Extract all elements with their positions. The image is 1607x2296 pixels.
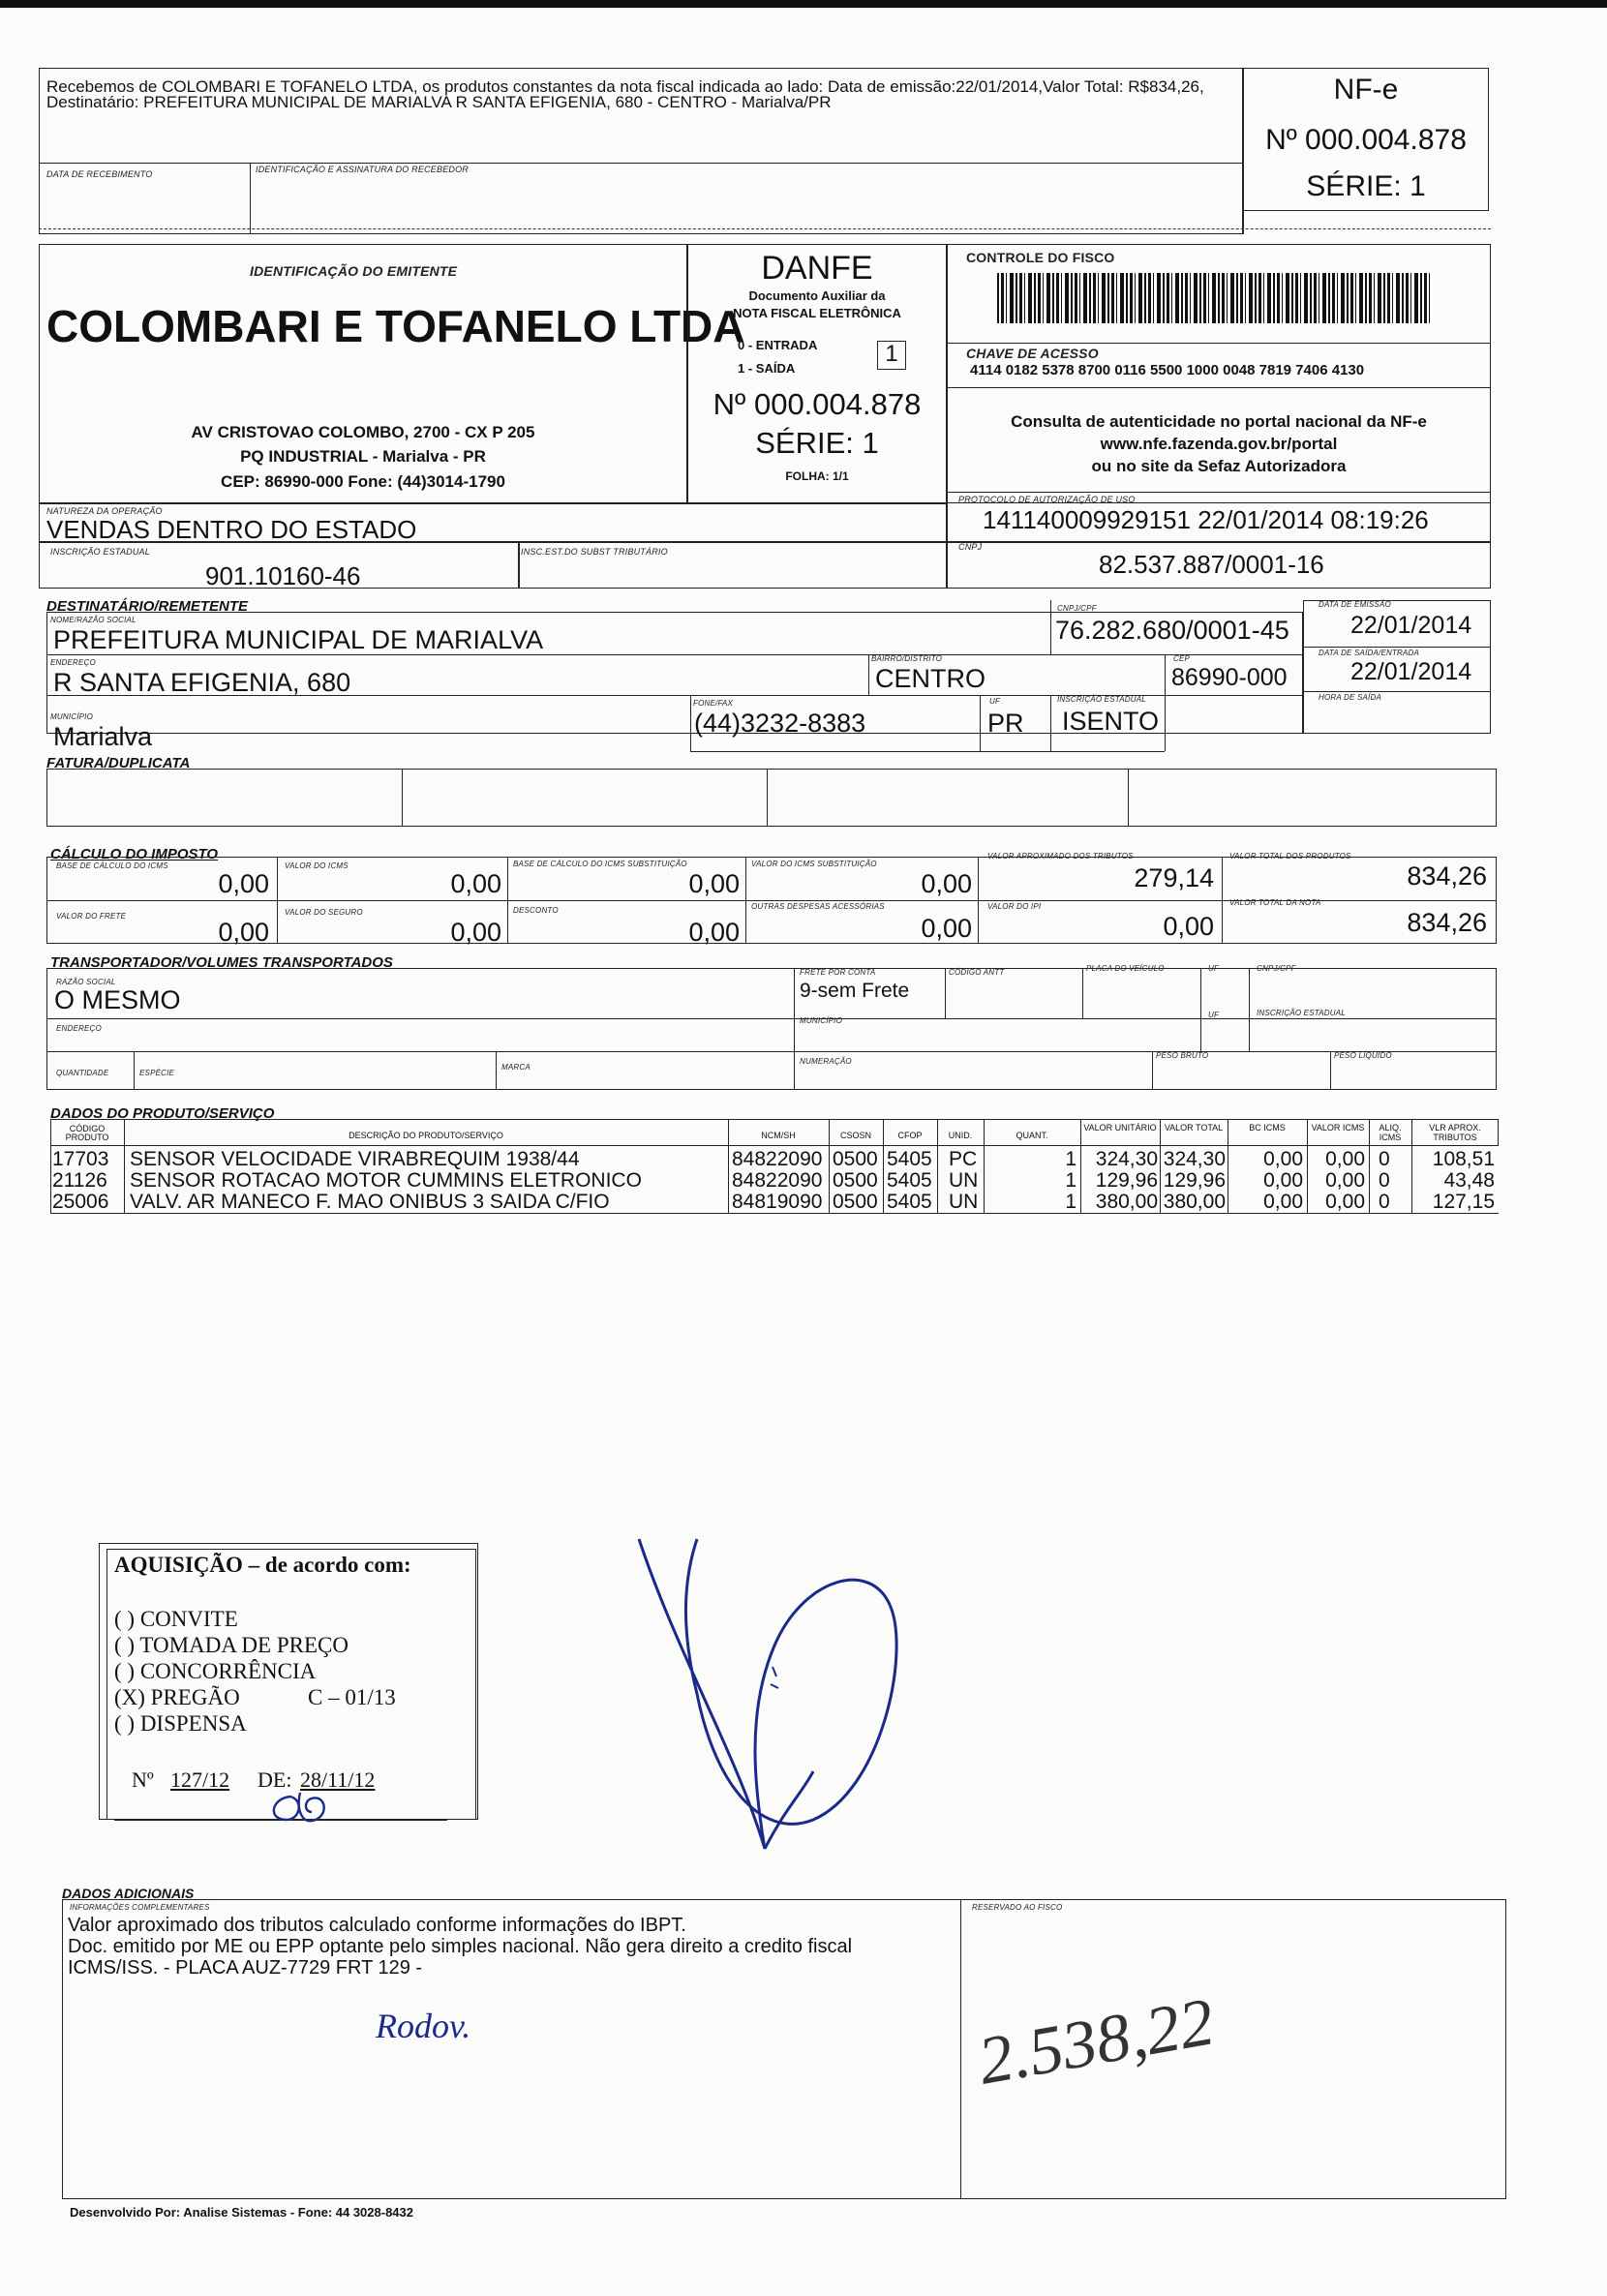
recipient-col-cnpj	[1050, 600, 1051, 654]
transport-col-marca	[496, 1051, 497, 1090]
cnpj-value: 82.537.887/0001-16	[1099, 550, 1324, 579]
access-key: 4114 0182 5378 8700 0116 5500 1000 0048 7819 7406 4130	[970, 362, 1365, 378]
v-icms-label: VALOR DO ICMS	[285, 861, 349, 870]
tax-col5	[1222, 857, 1223, 944]
danfe-type-value: 1	[885, 341, 898, 367]
product-bc: 0,00	[1263, 1191, 1303, 1213]
transport-col-placa	[1082, 968, 1083, 1018]
product-aliq: 0	[1379, 1148, 1390, 1170]
product-aliq: 0	[1379, 1169, 1390, 1192]
danfe-type-box	[877, 341, 906, 370]
recipient-section: DESTINATÁRIO/REMETENTE	[46, 598, 249, 615]
recipient-name: PREFEITURA MUNICIPAL DE MARIALVA	[53, 625, 544, 654]
stamp-number-label: Nº	[132, 1767, 154, 1792]
consulta-line2: www.nfe.fazenda.gov.br/portal	[1100, 435, 1338, 453]
product-code: 25006	[52, 1191, 109, 1213]
transport-row1	[46, 1018, 1497, 1019]
ie-st-label: INSC.EST.DO SUBST TRIBUTÁRIO	[521, 547, 668, 557]
gross-weight-label: PESO BRUTO	[1156, 1051, 1209, 1060]
exit-date-label: DATA DE SAÍDA/ENTRADA	[1319, 649, 1420, 657]
stamp-option-convite: ( ) CONVITE	[114, 1607, 238, 1631]
issuer-district: PQ INDUSTRIAL - Marialva - PR	[240, 447, 486, 466]
recipient-name-label: NOME/RAZÃO SOCIAL	[50, 616, 136, 624]
numbering-label: NUMERAÇÃO	[800, 1057, 852, 1066]
dates-row2	[1303, 691, 1491, 692]
bc-icms-label: BASE DE CÁLCULO DO ICMS	[56, 861, 168, 870]
other-expenses-label: OUTRAS DESPESAS ACESSÓRIAS	[751, 902, 885, 911]
cut-line	[39, 228, 1491, 229]
recipient-col-fone	[690, 695, 691, 751]
carrier-city-label: MUNICÍPIO	[800, 1016, 843, 1025]
carrier-ie-label: INSCRIÇÃO ESTADUAL	[1257, 1009, 1346, 1017]
footer-credit: Desenvolvido Por: Analise Sistemas - Fone: 44 3028-8432	[70, 2205, 413, 2220]
product-unit-value: 324,30	[1095, 1148, 1158, 1170]
recipient-city: Marialva	[53, 722, 153, 751]
fisco-divider-1	[947, 343, 1491, 344]
recipient-address: R SANTA EFIGENIA, 680	[53, 668, 351, 697]
dates-row1	[1303, 647, 1491, 648]
carrier-uf-label: UF	[1208, 964, 1220, 973]
danfe-saida: 1 - SAÍDA	[738, 361, 796, 376]
col-vtot-header: VALOR TOTAL	[1164, 1123, 1224, 1133]
danfe-sub1: Documento Auxiliar da	[748, 288, 886, 303]
fone-box-right	[1165, 695, 1166, 751]
exit-date: 22/01/2014	[1350, 658, 1472, 685]
transport-box	[46, 968, 1497, 1090]
danfe-sub2: NOTA FISCAL ELETRÔNICA	[733, 306, 901, 320]
product-total: 129,96	[1163, 1169, 1226, 1192]
tax-section: CÁLCULO DO IMPOSTO	[50, 846, 219, 862]
product-qty: 1	[1065, 1191, 1076, 1213]
fisco-divider-2	[947, 387, 1491, 388]
additional-line1: Valor aproximado dos tributos calculado conforme informações do IBPT.	[68, 1915, 686, 1936]
recipient-district: CENTRO	[875, 664, 985, 693]
danfe-serie: SÉRIE: 1	[755, 426, 879, 460]
recipient-district-label: BAIRRO/DISTRITO	[871, 654, 943, 663]
carrier-name: O MESMO	[54, 985, 181, 1014]
receipt-date-label: DATA DE RECEBIMENTO	[46, 169, 153, 179]
recipient-address-label: ENDEREÇO	[50, 658, 96, 667]
invoice-box	[46, 769, 1497, 827]
insurance-label: VALOR DO SEGURO	[285, 908, 363, 917]
v-st-label: VALOR DO ICMS SUBSTITUIÇÃO	[751, 860, 877, 868]
carrier-uf2-label: UF	[1208, 1011, 1220, 1019]
stamp-option-concorrencia: ( ) CONCORRÊNCIA	[114, 1659, 317, 1683]
product-desc: SENSOR ROTACAO MOTOR CUMMINS ELETRONICO	[130, 1169, 642, 1192]
carrier-cnpj-label: CNPJ/CPF	[1257, 964, 1296, 973]
issuer-cep-phone: CEP: 86990-000 Fone: (44)3014-1790	[221, 472, 505, 491]
tax-col2	[507, 857, 508, 944]
product-icms: 0,00	[1325, 1148, 1365, 1170]
freight-label: VALOR DO FRETE	[56, 912, 127, 921]
total-note-label: VALOR TOTAL DA NOTA	[1229, 898, 1321, 907]
ie-value: 901.10160-46	[205, 561, 361, 590]
danfe-entrada: 0 - ENTRADA	[738, 338, 818, 352]
receipt-text: Recebemos de COLOMBARI E TOFANELO LTDA, os produtos constantes da nota fiscal indicada ao lado: Data de emissão:22/01/2014,Valor Total: R$834,26, Destinatário: PREFEITURA MUNICIPAL DE MARIALVA R SANTA EFIGENIA, 680 - CENTRO - Marialva/PR	[46, 77, 1204, 111]
recipient-cnpj-label: CNPJ/CPF	[1057, 604, 1097, 613]
product-csosn: 0500	[833, 1191, 878, 1213]
recipient-phone-label: FONE/FAX	[693, 699, 734, 708]
stamp-date: 28/11/12	[300, 1767, 376, 1792]
product-bc: 0,00	[1263, 1169, 1303, 1192]
recipient-ie: ISENTO	[1062, 707, 1160, 736]
stamp-option-tomada: ( ) TOMADA DE PREÇO	[114, 1633, 349, 1657]
product-ncm: 84822090	[732, 1169, 823, 1192]
invoice-section: FATURA/DUPLICATA	[46, 755, 191, 771]
col-trib-header: VLR APROX. TRIBUTOS	[1429, 1123, 1481, 1142]
col-vunit-header: VALOR UNITÁRIO	[1083, 1123, 1157, 1133]
product-code: 21126	[52, 1169, 107, 1192]
signature	[620, 1500, 910, 1888]
col-vicms-header: VALOR ICMS	[1311, 1123, 1365, 1133]
additional-line2: Doc. emitido por ME ou EPP optante pelo simples nacional. Não gera direito a credito fiscal	[68, 1936, 853, 1957]
barcode	[997, 273, 1433, 323]
recipient-col-cep	[1165, 654, 1166, 695]
issuer-name: COLOMBARI E TOFANELO LTDA	[46, 301, 745, 351]
freight-by: 9-sem Frete	[800, 980, 910, 1002]
receipt-nfe-title: NF-e	[1333, 74, 1399, 106]
tax-col1	[277, 857, 278, 944]
transport-col-num	[794, 1051, 795, 1090]
scan-edge	[0, 0, 1607, 8]
products-section: DADOS DO PRODUTO/SERVIÇO	[50, 1105, 275, 1122]
product-total: 324,30	[1163, 1148, 1226, 1170]
product-cfop: 5405	[887, 1191, 932, 1213]
product-csosn: 0500	[833, 1169, 878, 1192]
issuer-address: AV CRISTOVAO COLOMBO, 2700 - CX P 205	[191, 423, 535, 441]
product-ncm: 84819090	[732, 1191, 823, 1213]
aprox: 279,14	[1134, 863, 1214, 892]
net-weight-label: PESO LÍQUIDO	[1334, 1051, 1392, 1060]
recipient-ie-label: INSCRIÇÃO ESTADUAL	[1057, 695, 1146, 704]
handwritten-note: Rodov.	[376, 2007, 471, 2045]
nature-value: VENDAS DENTRO DO ESTADO	[46, 515, 417, 544]
transport-col-cnpj	[1249, 968, 1250, 1051]
total-note: 834,26	[1407, 908, 1487, 937]
carrier-address-label: ENDEREÇO	[56, 1024, 102, 1033]
stamp-date-label: DE:	[258, 1767, 292, 1792]
col-cfop-header: CFOP	[897, 1131, 923, 1140]
total-products: 834,26	[1407, 861, 1487, 891]
transport-section: TRANSPORTADOR/VOLUMES TRANSPORTADOS	[50, 954, 393, 971]
transport-col-pb	[1152, 1051, 1153, 1090]
additional-line3: ICMS/ISS. - PLACA AUZ-7729 FRT 129 -	[68, 1957, 423, 1979]
col-aliq-header: ALIQ. ICMS	[1379, 1123, 1402, 1142]
product-desc: VALV. AR MANECO F. MAO ONIBUS 3 SAIDA C/FIO	[130, 1191, 610, 1213]
additional-section: DADOS ADICIONAIS	[62, 1886, 195, 1901]
product-aliq: 0	[1379, 1191, 1390, 1213]
product-code: 17703	[52, 1148, 109, 1170]
receipt-divider	[39, 163, 1243, 164]
consulta-line3: ou no site da Sefaz Autorizadora	[1091, 457, 1347, 475]
transport-col-uf	[1200, 968, 1201, 1051]
col-desc-header: DESCRIÇÃO DO PRODUTO/SERVIÇO	[349, 1131, 503, 1140]
col-ncm-header: NCM/SH	[761, 1131, 796, 1140]
recipient-phone: (44)3232-8383	[694, 709, 866, 738]
receipt-signature-label: IDENTIFICAÇÃO E ASSINATURA DO RECEBEDOR	[256, 165, 469, 174]
product-qty: 1	[1065, 1169, 1076, 1192]
antt-label: CÓDIGO ANTT	[949, 968, 1005, 977]
invoice-col3	[1128, 769, 1129, 827]
issue-date: 22/01/2014	[1350, 612, 1472, 639]
other-expenses: 0,00	[921, 914, 972, 943]
ipi: 0,00	[1163, 912, 1214, 941]
ipi-label: VALOR DO IPI	[987, 902, 1042, 911]
freight: 0,00	[218, 918, 269, 947]
recipient-cep: 86990-000	[1171, 664, 1288, 691]
fisco-reserved-label: RESERVADO AO FISCO	[972, 1903, 1063, 1912]
col-csosn-header: CSOSN	[839, 1131, 871, 1140]
recipient-col-uf	[980, 695, 981, 751]
product-ncm: 84822090	[732, 1148, 823, 1170]
product-csosn: 0500	[833, 1148, 878, 1170]
danfe-title: DANFE	[761, 250, 873, 287]
brand-label: MARCA	[501, 1063, 531, 1072]
product-unit-value: 129,96	[1095, 1169, 1158, 1192]
table-row	[50, 1169, 1499, 1191]
plate-label: PLACA DO VEÍCULO	[1086, 964, 1165, 973]
transport-col-pl	[1330, 1051, 1331, 1090]
discount-label: DESCONTO	[513, 906, 559, 915]
table-row	[50, 1148, 1499, 1169]
total-products-label: VALOR TOTAL DOS PRODUTOS	[1229, 852, 1351, 861]
danfe-page: FOLHA: 1/1	[785, 469, 849, 483]
recipient-uf: PR	[987, 709, 1024, 738]
bc-icms: 0,00	[218, 869, 269, 898]
additional-divider	[960, 1899, 961, 2199]
product-desc: SENSOR VELOCIDADE VIRABREQUIM 1938/44	[130, 1148, 580, 1170]
v-st: 0,00	[921, 869, 972, 898]
invoice-col1	[402, 769, 403, 827]
tax-col3	[745, 857, 746, 944]
species-label: ESPÉCIE	[139, 1069, 175, 1077]
protocol-value: 141140009929151 22/01/2014 08:19:26	[983, 505, 1429, 534]
stamp-title: AQUISIÇÃO – de acordo com:	[114, 1553, 411, 1577]
receipt-nfe-serie: SÉRIE: 1	[1306, 170, 1426, 202]
cnpj-label: CNPJ	[958, 542, 983, 552]
danfe-number: Nº 000.004.878	[713, 387, 922, 421]
insurance: 0,00	[450, 918, 501, 947]
recipient-city-label: MUNICÍPIO	[50, 712, 94, 721]
transport-col-mun	[794, 1018, 795, 1051]
recipient-col-bairro	[868, 654, 869, 695]
product-unit: UN	[949, 1169, 979, 1192]
discount: 0,00	[688, 918, 740, 947]
product-qty: 1	[1065, 1148, 1076, 1170]
invoice-col2	[767, 769, 768, 827]
tax-col4	[978, 857, 979, 944]
product-trib: 127,15	[1432, 1191, 1495, 1213]
product-cfop: 5405	[887, 1169, 932, 1192]
product-unit-value: 380,00	[1095, 1191, 1158, 1213]
col-unid-header: UNID.	[948, 1131, 973, 1140]
transport-row2	[46, 1051, 1497, 1052]
product-bc: 0,00	[1263, 1148, 1303, 1170]
stamp-option-dispensa: ( ) DISPENSA	[114, 1711, 247, 1736]
consulta-line1: Consulta de autenticidade no portal nacional da NF-e	[1011, 412, 1427, 431]
product-icms: 0,00	[1325, 1169, 1365, 1192]
recipient-col-ie	[1050, 695, 1051, 751]
col-code-header: CÓDIGO PRODUTO	[65, 1124, 109, 1142]
recipient-uf-label: UF	[989, 697, 1001, 706]
aprox-label: VALOR APROXIMADO DOS TRIBUTOS	[987, 852, 1134, 861]
stamp-number: 127/12	[170, 1767, 230, 1792]
transport-col-frete	[794, 968, 795, 1018]
table-row	[50, 1191, 1499, 1212]
additional-info-label: INFORMAÇÕES COMPLEMENTARES	[70, 1903, 210, 1912]
recipient-cep-label: CEP	[1173, 654, 1191, 663]
product-trib: 108,51	[1432, 1148, 1495, 1170]
issuer-label: IDENTIFICAÇÃO DO EMITENTE	[250, 263, 458, 279]
transport-col-antt	[945, 968, 946, 1018]
product-icms: 0,00	[1325, 1191, 1365, 1213]
quantity-label: QUANTIDADE	[56, 1069, 109, 1077]
product-unit: PC	[949, 1148, 978, 1170]
col-quant-header: QUANT.	[1016, 1131, 1048, 1140]
receipt-col-divider	[250, 163, 251, 234]
product-cfop: 5405	[887, 1148, 932, 1170]
stamp-initials	[261, 1787, 339, 1829]
stamp-option-pregao: (X) PREGÃO	[114, 1685, 240, 1709]
fone-box-bottom	[690, 751, 1165, 752]
product-unit: UN	[949, 1191, 979, 1213]
receipt-nfe-number: Nº 000.004.878	[1265, 124, 1467, 156]
product-total: 380,00	[1163, 1191, 1226, 1213]
stamp-pregao-code: C – 01/13	[308, 1685, 396, 1709]
nature-label: NATUREZA DA OPERAÇÃO	[46, 506, 163, 516]
carrier-name-label: RAZÃO SOCIAL	[56, 978, 116, 986]
v-icms: 0,00	[450, 869, 501, 898]
freight-by-label: FRETE POR CONTA	[800, 968, 876, 977]
bc-st-label: BASE DE CÁLCULO DO ICMS SUBSTITUIÇÃO	[513, 860, 687, 868]
protocol-label: PROTOCOLO DE AUTORIZAÇÃO DE USO	[958, 495, 1136, 504]
col-bc-header: BC ICMS	[1249, 1123, 1286, 1133]
ie-label: INSCRIÇÃO ESTADUAL	[50, 547, 150, 557]
transport-col-qtd	[134, 1051, 135, 1090]
issue-date-label: DATA DE EMISSÃO	[1319, 600, 1391, 609]
recipient-cnpj: 76.282.680/0001-45	[1055, 616, 1289, 645]
bc-st: 0,00	[688, 869, 740, 898]
access-key-label: CHAVE DE ACESSO	[966, 346, 1099, 361]
exit-time-label: HORA DE SAÍDA	[1319, 693, 1381, 702]
product-trib: 43,48	[1443, 1169, 1495, 1192]
fisco-control-label: CONTROLE DO FISCO	[966, 250, 1115, 265]
handwritten-total: 2.538,22	[973, 1984, 1220, 2100]
